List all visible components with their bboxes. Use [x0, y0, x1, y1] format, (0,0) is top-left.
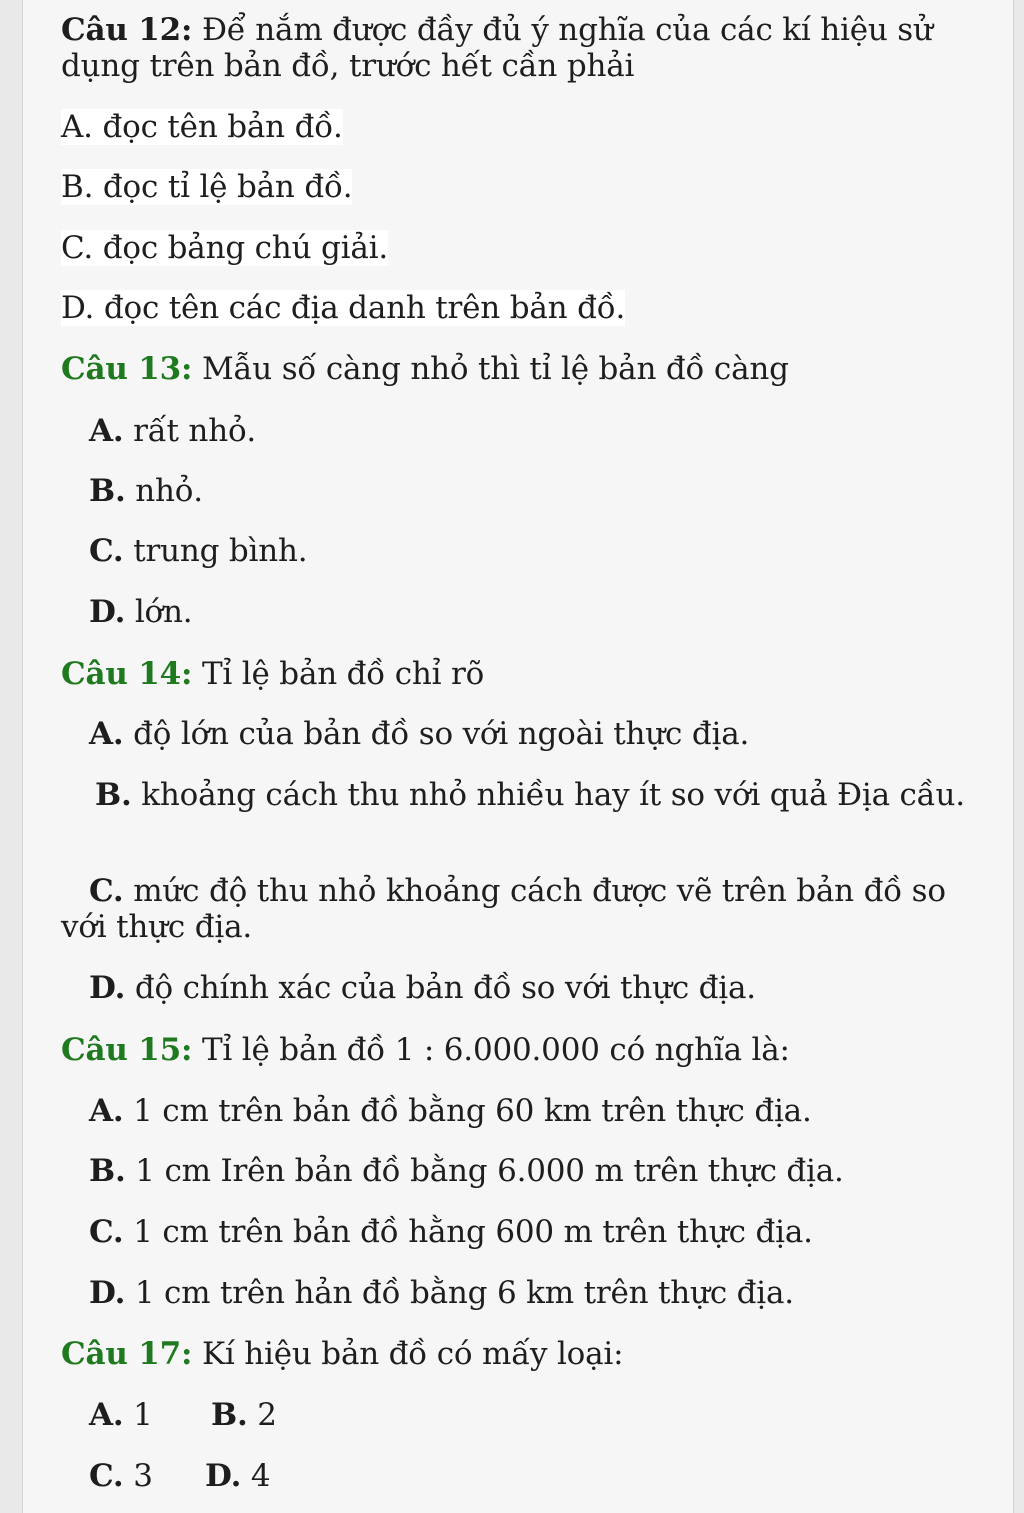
option-text: trung bình. — [133, 533, 308, 569]
question-13-option-a — [89, 414, 256, 448]
option-text: đọc bảng chú giải. — [102, 230, 389, 266]
question-13-stem — [61, 352, 789, 386]
option-letter: A. — [89, 413, 124, 449]
option-letter: D. — [61, 290, 95, 326]
question-15-option-c — [89, 1215, 813, 1249]
question-14-option-c — [61, 873, 996, 945]
option-text: nhỏ. — [135, 473, 203, 509]
question-14-option-a — [89, 717, 749, 751]
option-text: đọc tên bản đồ. — [102, 109, 343, 145]
question-12-option-d — [61, 291, 625, 325]
option-letter: D. — [89, 970, 126, 1006]
question-12-stem — [61, 12, 991, 84]
question-17-stem — [61, 1337, 623, 1371]
option-text: 2 — [257, 1397, 277, 1433]
question-17-option-c — [89, 1459, 153, 1493]
option-letter: A. — [89, 1093, 124, 1129]
question-17-option-b — [211, 1398, 277, 1432]
question-12-option-a — [61, 110, 343, 144]
question-14-label: Câu 14: — [61, 656, 193, 692]
option-text: 1 cm Irên bản đồ bằng 6.000 m trên thực địa. — [135, 1153, 844, 1189]
option-text: khoảng cách thu nhỏ nhiều hay ít so với quả Địa cầu. — [141, 777, 965, 813]
option-letter: B. — [89, 1153, 126, 1189]
option-letter: C. — [89, 873, 124, 909]
option-letter: C. — [89, 533, 124, 569]
question-15-stem — [61, 1033, 790, 1067]
question-15-option-d — [89, 1276, 794, 1310]
question-13-option-d — [89, 595, 192, 629]
option-letter: A. — [61, 109, 93, 145]
option-letter: D. — [205, 1458, 242, 1494]
question-12-option-c — [61, 231, 388, 265]
question-14-option-d — [89, 971, 756, 1005]
question-13-label: Câu 13: — [61, 351, 193, 387]
option-letter: B. — [95, 777, 132, 813]
question-14-stem — [61, 657, 484, 691]
option-text: 3 — [133, 1458, 153, 1494]
question-15-option-b — [89, 1154, 844, 1188]
option-text: rất nhỏ. — [133, 413, 257, 449]
option-text: độ chính xác của bản đồ so với thực địa. — [134, 970, 756, 1006]
question-17-option-a — [89, 1398, 153, 1432]
option-letter: D. — [89, 1275, 126, 1311]
option-text: 1 cm trên hản đồ bằng 6 km trên thực địa. — [134, 1275, 794, 1311]
option-text: 1 cm trên bản đồ bằng 60 km trên thực địa. — [133, 1093, 812, 1129]
question-14-text: Tỉ lệ bản đồ chỉ rõ — [201, 656, 485, 692]
option-letter: B. — [61, 169, 94, 205]
question-17-label: Câu 17: — [61, 1336, 193, 1372]
option-letter: A. — [89, 716, 124, 752]
document-page — [22, 0, 1014, 1513]
question-12-option-b — [61, 170, 352, 204]
option-letter: C. — [61, 230, 94, 266]
option-letter: C. — [89, 1214, 124, 1250]
question-17-text: Kí hiệu bản đồ có mấy loại: — [201, 1336, 624, 1372]
option-text: đọc tên các địa danh trên bản đồ. — [103, 290, 626, 326]
option-text: lớn. — [134, 594, 193, 630]
option-letter: B. — [211, 1397, 248, 1433]
option-text: 4 — [250, 1458, 271, 1494]
question-13-text: Mẫu số càng nhỏ thì tỉ lệ bản đồ càng — [201, 351, 789, 387]
question-15-label: Câu 15: — [61, 1032, 193, 1068]
option-text: 1 — [133, 1397, 153, 1433]
option-letter: C. — [89, 1458, 124, 1494]
option-text: độ lớn của bản đồ so với ngoài thực địa. — [133, 716, 750, 752]
question-14-option-b — [61, 778, 991, 812]
question-13-option-b — [89, 474, 203, 508]
question-12-text: Để nắm được đầy đủ ý nghĩa của các kí hiệu sử dụng trên bản đồ, trước hết cần phải — [61, 12, 933, 84]
option-text: mức độ thu nhỏ khoảng cách được vẽ trên bản đồ so với thực địa. — [61, 873, 946, 945]
option-letter: D. — [89, 594, 126, 630]
question-13-option-c — [89, 534, 307, 568]
question-15-text: Tỉ lệ bản đồ 1 : 6.000.000 có nghĩa là: — [201, 1032, 790, 1068]
question-15-option-a — [89, 1094, 812, 1128]
option-text: đọc tỉ lệ bản đồ. — [102, 169, 353, 205]
question-12-label: Câu 12: — [61, 12, 193, 48]
option-text: 1 cm trên bản đồ hằng 600 m trên thực địa. — [133, 1214, 813, 1250]
question-17-option-d — [205, 1459, 270, 1493]
option-letter: B. — [89, 473, 126, 509]
option-letter: A. — [89, 1397, 124, 1433]
